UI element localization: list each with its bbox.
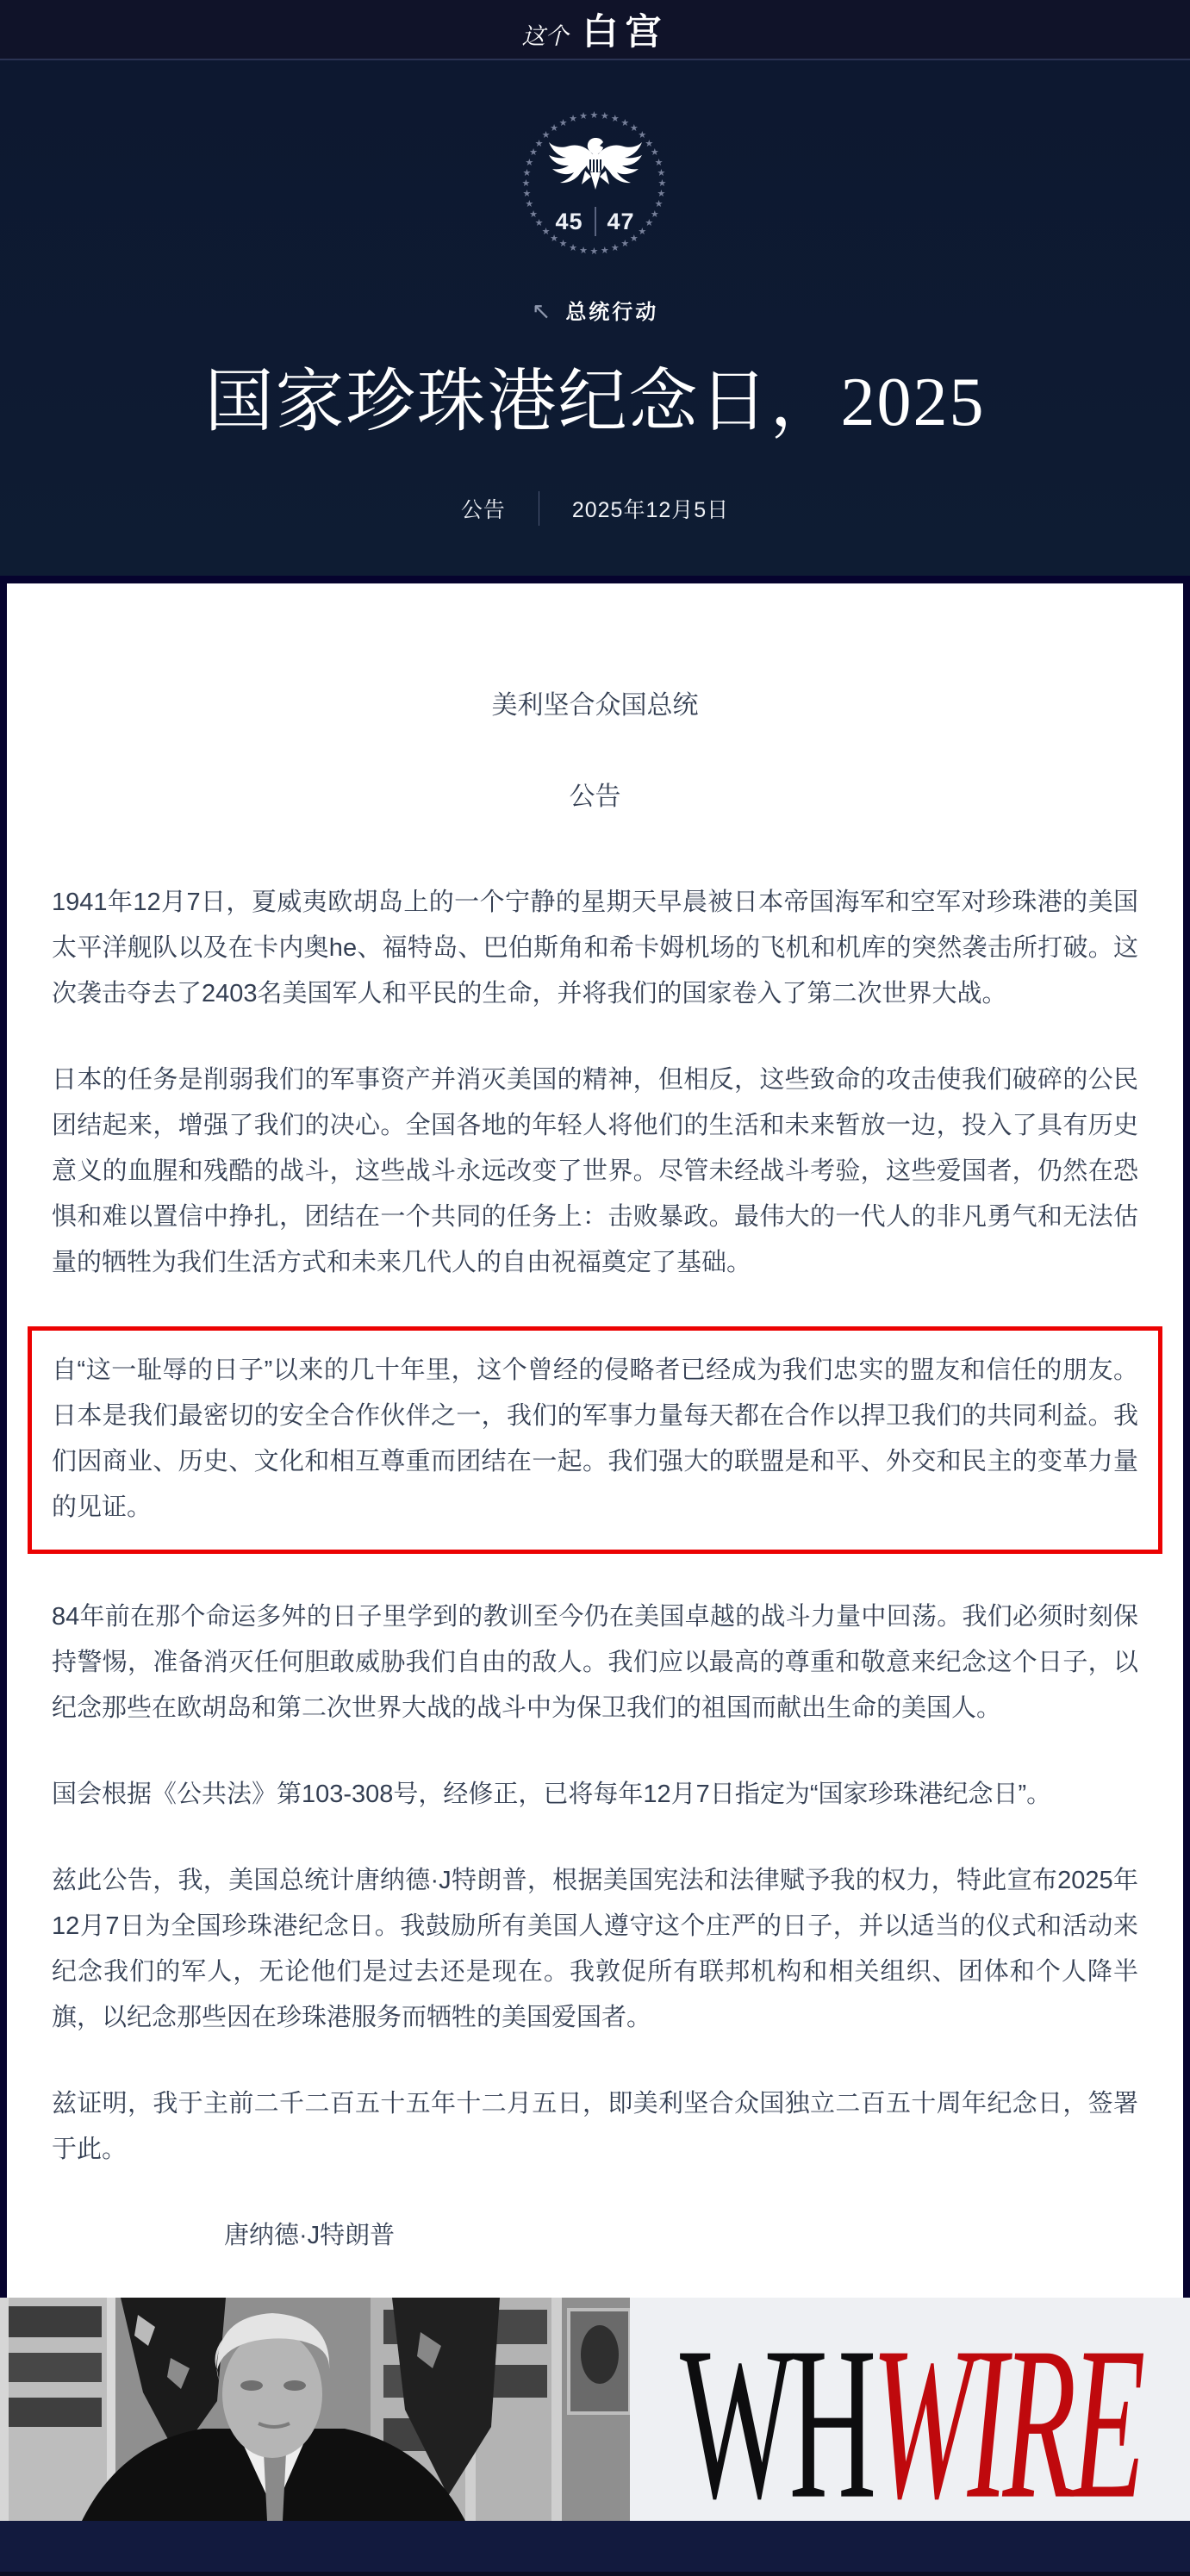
wire-logo-black: WH bbox=[680, 2302, 872, 2521]
president-photo[interactable] bbox=[0, 2298, 630, 2521]
seal-star-icon: ★ bbox=[620, 239, 630, 250]
seal-star-icon: ★ bbox=[579, 246, 588, 256]
paragraph: 84年前在那个命运多舛的日子里学到的教训至今仍在美国卓越的战斗力量中回荡。我们必须时刻保持警惕，准备消灭任何胆敢威胁我们自由的敌人。我们应以最高的尊重和敬意来纪念这个日子，以纪念那些在欧胡岛和第二次世界大战的战斗中为保卫我们的祖国而献出生命的美国人。 bbox=[52, 1603, 1138, 1722]
site-title: 白宫 bbox=[582, 13, 669, 53]
page-title: 国家珍珠港纪念日，2025 bbox=[204, 365, 986, 440]
seal-term-45: 45 bbox=[555, 208, 583, 234]
paragraph: 日本的任务是削弱我们的军事资产并消灭美国的精神，但相反，这些致命的攻击使我们破碎的公民团结起来，增强了我们的决心。全国各地的年轻人将他们的生活和未来暂放一边，投入了具有历史意义的血腥和残酷的战斗，这些战斗永远改变了世界。尽管未经战斗考验，这些爱国者，仍然在恐惧和难以置信中挣扎，团结在一个共同的任务上：击败暴政。最伟大的一代人的非凡勇气和无法估量的牺牲为我们生活方式和未来几代人的自由祝福奠定了基础。 bbox=[52, 1066, 1138, 1276]
highlighted-paragraph: 自“这一耻辱的日子”以来的几十年里，这个曾经的侵略者已经成为我们忠实的盟友和信任的朋友。日本是我们最密切的安全合作伙伴之一，我们的军事力量每天都在合作以捍卫我们的共同利益。我们因商业、历史、文化和相互尊重而团结在一起。我们强大的联盟是和平、外交和民主的变革力量的见证。 bbox=[28, 1326, 1162, 1554]
seal-star-icon: ★ bbox=[558, 117, 568, 128]
site-title-prefix: 这个 bbox=[521, 23, 569, 49]
seal-star-icon: ★ bbox=[521, 178, 531, 189]
meta-category: 公告 bbox=[460, 497, 506, 522]
paragraph: 国会根据《公共法》第103-308号，经修正，已将每年12月7日指定为“国家珍珠港纪念日”。 bbox=[52, 1781, 1052, 1808]
seal-star-icon: ★ bbox=[525, 157, 534, 168]
seal-star-icon: ★ bbox=[645, 218, 654, 229]
seal-star-icon: ★ bbox=[569, 243, 577, 254]
seal-star-icon: ★ bbox=[645, 138, 654, 149]
meta-date: 2025年12月5日 bbox=[571, 497, 730, 522]
article-meta bbox=[0, 491, 1190, 526]
paragraph: 1941年12月7日，夏威夷欧胡岛上的一个宁静的星期天早晨被日本帝国海军和空军对珍珠港的美国太平洋舰队以及在卡内奥he、福特岛、巴伯斯角和希卡姆机场的飞机和机库的突然袭击所打破。这次袭击夺去了2403名美国军人和平民的生命，并将我们的国家卷入了第二次世界大战。 bbox=[52, 889, 1138, 1007]
seal-star-icon: ★ bbox=[629, 233, 639, 244]
site-home-link[interactable] bbox=[521, 3, 668, 55]
seal-star-icon: ★ bbox=[654, 199, 664, 210]
seal-star-icon: ★ bbox=[522, 189, 532, 200]
seal-star-icon: ★ bbox=[529, 209, 538, 220]
paragraph: 兹证明，我于主前二千二百五十五年十二月五日，即美利坚合众国独立二百五十周年纪念日，签署于此。 bbox=[52, 2090, 1138, 2163]
hero-section bbox=[0, 60, 1190, 576]
paragraph: 兹此公告，我，美国总统计唐纳德·J特朗普，根据美国宪法和法律赋予我的权力，特此宣布2025年12月7日为全国珍珠港纪念日。我鼓励所有美国人遵守这个庄严的日子，并以适当的仪式和活动来纪念我们的军人，无论他们是过去还是现在。我敦促所有联邦机构和相关组织、团体和个人降半旗，以纪念那些因在珍珠港服务而牺牲的美国爱国者。 bbox=[52, 1867, 1138, 2031]
seal-star-icon: ★ bbox=[558, 239, 568, 250]
seal-numbers-divider bbox=[595, 207, 596, 236]
seal-star-icon: ★ bbox=[600, 246, 609, 256]
breadcrumb-presidential-actions[interactable] bbox=[0, 295, 1190, 325]
seal-star-icon: ★ bbox=[522, 167, 532, 178]
doc-subheading: 公告 bbox=[569, 783, 621, 811]
seal-star-icon: ★ bbox=[541, 130, 551, 141]
footer-media-band bbox=[0, 2298, 1190, 2521]
seal-star-icon: ★ bbox=[534, 218, 544, 229]
seal-star-icon: ★ bbox=[638, 226, 647, 237]
seal-star-icon: ★ bbox=[638, 130, 647, 141]
seal-star-icon: ★ bbox=[534, 138, 544, 149]
seal-star-icon: ★ bbox=[610, 243, 620, 254]
seal-star-icon: ★ bbox=[541, 226, 551, 237]
seal-star-icon: ★ bbox=[620, 117, 630, 128]
seal-star-icon: ★ bbox=[569, 113, 577, 124]
site-header bbox=[0, 0, 1190, 60]
seal-star-icon: ★ bbox=[629, 123, 639, 134]
seal-star-icon: ★ bbox=[589, 246, 599, 257]
wh-wire-link[interactable] bbox=[630, 2298, 1190, 2521]
doc-heading: 美利坚合众国总统 bbox=[491, 691, 699, 720]
seal-star-icon: ★ bbox=[589, 110, 599, 121]
wh-wire-logo bbox=[680, 2302, 1141, 2521]
seal-star-icon: ★ bbox=[550, 233, 558, 244]
seal-star-icon: ★ bbox=[657, 189, 666, 200]
seal-star-icon: ★ bbox=[525, 199, 534, 210]
footer-strip bbox=[0, 2521, 1190, 2576]
presidential-seal bbox=[522, 110, 669, 257]
seal-star-icon: ★ bbox=[529, 147, 538, 159]
proclamation-article bbox=[7, 583, 1183, 2298]
seal-term-numbers bbox=[522, 207, 669, 236]
seal-star-icon: ★ bbox=[650, 209, 659, 220]
arrow-up-left-icon: ↖ bbox=[531, 298, 554, 324]
seal-star-icon: ★ bbox=[610, 113, 620, 124]
seal-star-icon: ★ bbox=[579, 111, 588, 122]
article-card-wrap bbox=[0, 576, 1190, 2298]
seal-star-icon: ★ bbox=[657, 167, 666, 178]
seal-term-47: 47 bbox=[607, 208, 635, 234]
seal-star-icon: ★ bbox=[654, 157, 664, 168]
seal-star-icon: ★ bbox=[657, 178, 667, 189]
seal-star-icon: ★ bbox=[650, 147, 659, 159]
seal-star-icon: ★ bbox=[550, 123, 558, 134]
breadcrumb-label: 总统行动 bbox=[565, 301, 659, 324]
seal-star-icon: ★ bbox=[600, 111, 609, 122]
seal-eagle-icon bbox=[548, 131, 643, 199]
wire-logo-red: WIRE bbox=[871, 2302, 1141, 2521]
signature-line: 唐纳德·J特朗普 bbox=[224, 2222, 396, 2249]
